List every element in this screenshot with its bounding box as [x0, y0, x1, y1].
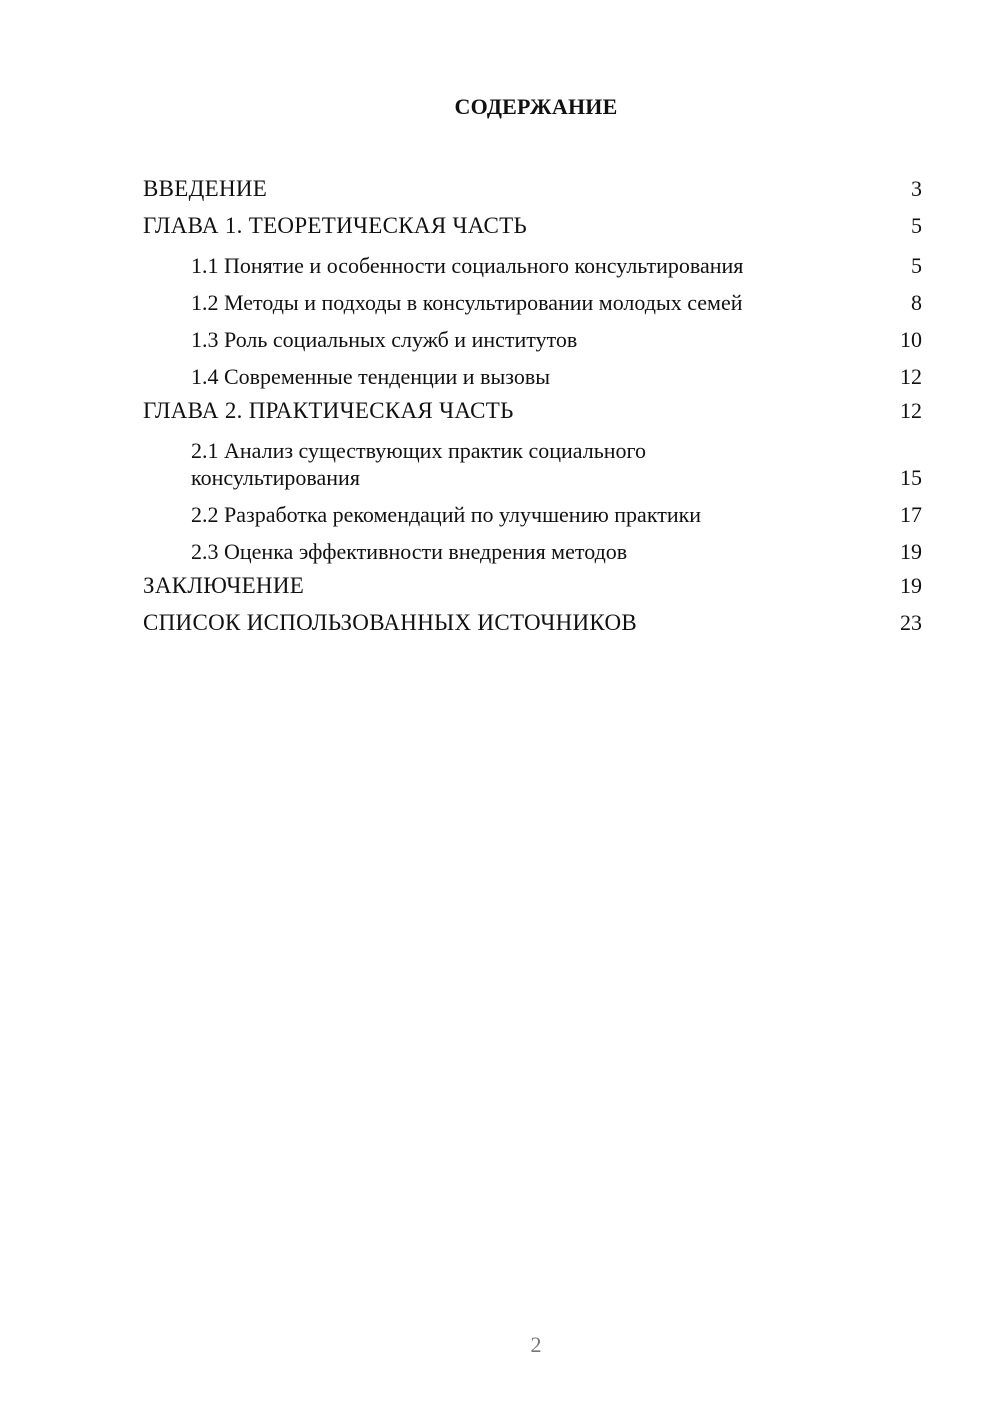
toc-entry-introduction[interactable] [143, 168, 920, 205]
toc-entry-section-1-3[interactable] [143, 316, 920, 353]
toc-entry-page: 19 [900, 539, 922, 564]
toc-entry-section-2-1[interactable] [143, 427, 920, 491]
toc-entry-label: 2.3 Оценка эффективности внедрения методов [191, 539, 628, 564]
toc-entry-conclusion[interactable] [143, 565, 920, 602]
toc-entry-label: 1.4 Современные тенденции и вызовы [191, 364, 550, 389]
toc-entry-page: 17 [900, 502, 922, 527]
toc-entry-references[interactable] [143, 602, 920, 639]
toc-entry-section-1-1[interactable] [143, 242, 920, 279]
toc-entry-section-2-3[interactable] [143, 528, 920, 565]
toc-entry-label: ГЛАВА 2. ПРАКТИЧЕСКАЯ ЧАСТЬ [143, 398, 514, 423]
toc-entry-label: 2.1 Анализ существующих практик социального консультирования [191, 438, 646, 490]
toc-entry-label: ГЛАВА 1. ТЕОРЕТИЧЕСКАЯ ЧАСТЬ [143, 213, 528, 238]
toc-entry-page: 19 [900, 573, 922, 598]
toc-entry-label: СПИСОК ИСПОЛЬЗОВАННЫХ ИСТОЧНИКОВ [143, 610, 638, 635]
table-of-contents [143, 168, 920, 639]
toc-entry-page: 3 [911, 176, 922, 201]
toc-entry-label: ВВЕДЕНИЕ [143, 176, 268, 201]
toc-entry-label: ЗАКЛЮЧЕНИЕ [143, 573, 305, 598]
toc-entry-page: 23 [900, 610, 922, 635]
toc-entry-chapter-2[interactable] [143, 390, 920, 427]
toc-entry-page: 12 [900, 398, 922, 423]
toc-entry-section-1-4[interactable] [143, 353, 920, 390]
toc-entry-chapter-1[interactable] [143, 205, 920, 242]
toc-entry-page: 15 [900, 465, 922, 490]
toc-entry-label: 1.1 Понятие и особенности социального консультирования [191, 253, 744, 278]
toc-entry-page: 5 [911, 253, 922, 278]
toc-entry-page: 5 [911, 213, 922, 238]
toc-entry-label: 1.2 Методы и подходы в консультировании молодых семей [191, 290, 743, 315]
toc-entry-label: 1.3 Роль социальных служб и институтов [191, 327, 578, 352]
toc-entry-page: 8 [911, 290, 922, 315]
page-number: 2 [530, 1332, 542, 1357]
toc-entry-section-2-2[interactable] [143, 491, 920, 528]
toc-entry-page: 12 [900, 364, 922, 389]
toc-entry-page: 10 [900, 327, 922, 352]
page-title: СОДЕРЖАНИЕ [454, 94, 618, 119]
toc-entry-section-1-2[interactable] [143, 279, 920, 316]
toc-entry-label: 2.2 Разработка рекомендаций по улучшению практики [191, 502, 702, 527]
